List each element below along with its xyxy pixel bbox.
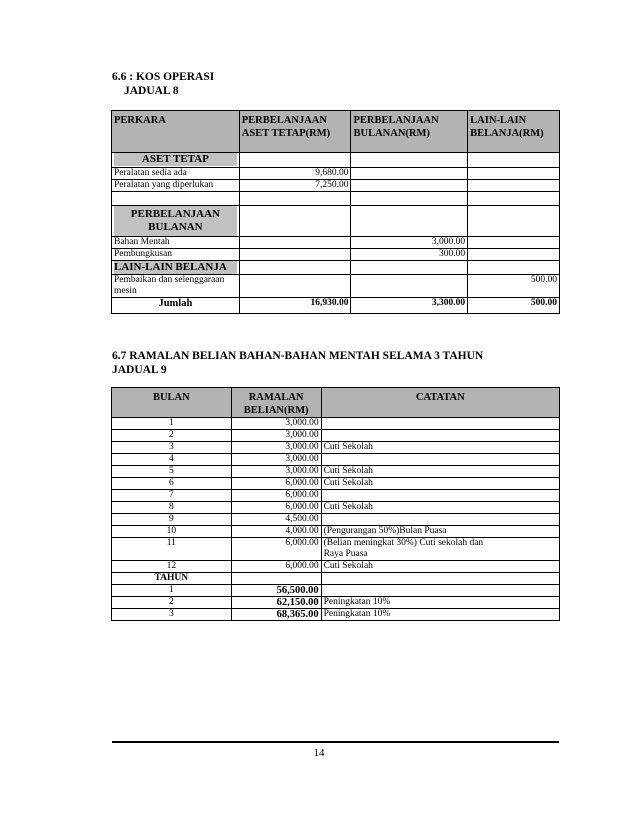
table-row (112, 597, 560, 609)
table-row (112, 168, 560, 180)
cell-ramalan: 6,000.00 (231, 502, 321, 514)
section-title-lain-lain: LAIN-LAIN BELANJA (114, 261, 237, 274)
cell-tahun: 3 (112, 609, 232, 621)
cell-tahun: 1 (112, 585, 232, 597)
cell-item: Peralatan yang diperlukan (112, 180, 240, 192)
cell-ramalan: 3,000.00 (231, 466, 321, 478)
cell-aset (239, 275, 351, 298)
table-header-row (112, 111, 560, 153)
cell-catatan: Cuti Sekolah (321, 478, 559, 490)
cell-item: Peralatan sedia ada (112, 168, 240, 180)
header-aset-tetap: PERBELANJAAN ASET TETAP(RM) (239, 111, 351, 153)
cell-bulan: 7 (112, 490, 232, 502)
cell-bulan: 5 (112, 466, 232, 478)
cell-ramalan: 68,365.00 (231, 609, 321, 621)
total-aset: 16,930.00 (239, 298, 351, 314)
cell-catatan: Cuti Sekolah (321, 466, 559, 478)
cell-lain: 500.00 (468, 275, 560, 298)
table-row (112, 478, 560, 490)
cell-catatan (321, 514, 559, 526)
heading-table-label: JADUAL 8 (124, 85, 179, 97)
cell-ramalan: 3,000.00 (231, 418, 321, 430)
tahun-label: TAHUN (112, 573, 232, 585)
cell-item: Pembaikan dan selenggaraan mesin (112, 275, 240, 298)
cell-ramalan: 4,000.00 (231, 526, 321, 538)
header-ramalan: RAMALAN BELIAN(RM) (231, 388, 321, 418)
header-perkara: PERKARA (112, 111, 240, 153)
heading-table-label: JADUAL 9 (112, 364, 167, 376)
cell-catatan: Cuti Sekolah (321, 502, 559, 514)
header-bulan: BULAN (112, 388, 232, 418)
cell-aset (239, 237, 351, 249)
spacer-row (112, 192, 560, 206)
cell-lain (468, 168, 560, 180)
section-heading-ramalan-belian (112, 349, 483, 377)
cell-bulan: 3 (112, 442, 232, 454)
cell-aset: 7,250.00 (239, 180, 351, 192)
cell-catatan: Peningkatan 10% (321, 609, 559, 621)
cell-bulanan: 3,000.00 (351, 237, 468, 249)
table-row (112, 609, 560, 621)
cell-catatan: (Pengurangan 50%)Bulan Puasa (321, 526, 559, 538)
cell-catatan (321, 430, 559, 442)
cell-bulan: 9 (112, 514, 232, 526)
cell-bulan: 1 (112, 418, 232, 430)
cell-lain (468, 249, 560, 261)
table-header-row (112, 388, 560, 418)
cell-ramalan: 3,000.00 (231, 442, 321, 454)
tahun-label-row (112, 573, 560, 585)
cell-bulanan (351, 168, 468, 180)
total-label: Jumlah (112, 298, 240, 314)
table-row (112, 442, 560, 454)
cell-bulan: 10 (112, 526, 232, 538)
table-kos-operasi (111, 110, 560, 314)
table-row (112, 502, 560, 514)
cell-bulanan (351, 180, 468, 192)
table-row (112, 418, 560, 430)
section-row-lain-lain (112, 261, 560, 275)
header-bulanan: PERBELANJAAN BULANAN(RM) (351, 111, 468, 153)
cell-ramalan: 6,000.00 (231, 561, 321, 573)
section-heading-kos-operasi (112, 70, 214, 98)
cell-bulan: 2 (112, 430, 232, 442)
table-row (112, 275, 560, 298)
page-number: 14 (313, 747, 325, 759)
cell-ramalan: 6,000.00 (231, 478, 321, 490)
footer-divider (112, 741, 559, 743)
table-row (112, 514, 560, 526)
cell-ramalan: 6,000.00 (231, 490, 321, 502)
cell-catatan (321, 490, 559, 502)
cell-bulan: 4 (112, 454, 232, 466)
cell-catatan (321, 454, 559, 466)
heading-title: 6.6 : KOS OPERASI (112, 71, 215, 83)
cell-catatan (321, 418, 559, 430)
section-title-aset-tetap: ASET TETAP (114, 153, 237, 166)
table-row (112, 526, 560, 538)
cell-catatan: Cuti Sekolah (321, 442, 559, 454)
table-row (112, 538, 560, 561)
table-row (112, 430, 560, 442)
cell-ramalan: 56,500.00 (231, 585, 321, 597)
cell-catatan (321, 585, 559, 597)
cell-ramalan: 4,500.00 (231, 514, 321, 526)
table-row (112, 490, 560, 502)
cell-aset (239, 249, 351, 261)
total-bulanan: 3,300.00 (351, 298, 468, 314)
cell-item: Pembungkusan (112, 249, 240, 261)
total-row (112, 298, 560, 314)
header-catatan: CATATAN (321, 388, 559, 418)
cell-bulanan: 300.00 (351, 249, 468, 261)
header-lain-lain: LAIN-LAIN BELANJA(RM) (468, 111, 560, 153)
section-row-bulanan (112, 206, 560, 237)
table-row (112, 237, 560, 249)
cell-lain (468, 180, 560, 192)
cell-bulan: 12 (112, 561, 232, 573)
cell-ramalan: 3,000.00 (231, 454, 321, 466)
table-row (112, 466, 560, 478)
table-row (112, 180, 560, 192)
cell-item: Bahan Mentah (112, 237, 240, 249)
cell-bulan: 6 (112, 478, 232, 490)
cell-catatan: (Belian meningkat 30%) Cuti sekolah dan Raya Puasa (321, 538, 559, 561)
section-row-aset-tetap (112, 153, 560, 168)
cell-lain (468, 237, 560, 249)
cell-bulanan (351, 275, 468, 298)
table-row (112, 561, 560, 573)
cell-bulan: 8 (112, 502, 232, 514)
cell-ramalan: 6,000.00 (231, 538, 321, 561)
table-row (112, 249, 560, 261)
cell-tahun: 2 (112, 597, 232, 609)
heading-title: 6.7 RAMALAN BELIAN BAHAN-BAHAN MENTAH SELAMA 3 TAHUN (112, 350, 484, 362)
cell-catatan: Cuti Sekolah (321, 561, 559, 573)
table-row (112, 585, 560, 597)
section-title-bulanan: PERBELANJAAN BULANAN (114, 206, 237, 236)
cell-bulan: 11 (112, 538, 232, 561)
table-ramalan-belian (111, 387, 560, 621)
total-lain: 500.00 (468, 298, 560, 314)
cell-ramalan: 3,000.00 (231, 430, 321, 442)
table-row (112, 454, 560, 466)
cell-aset: 9,680.00 (239, 168, 351, 180)
cell-catatan: Peningkatan 10% (321, 597, 559, 609)
cell-ramalan: 62,150.00 (231, 597, 321, 609)
